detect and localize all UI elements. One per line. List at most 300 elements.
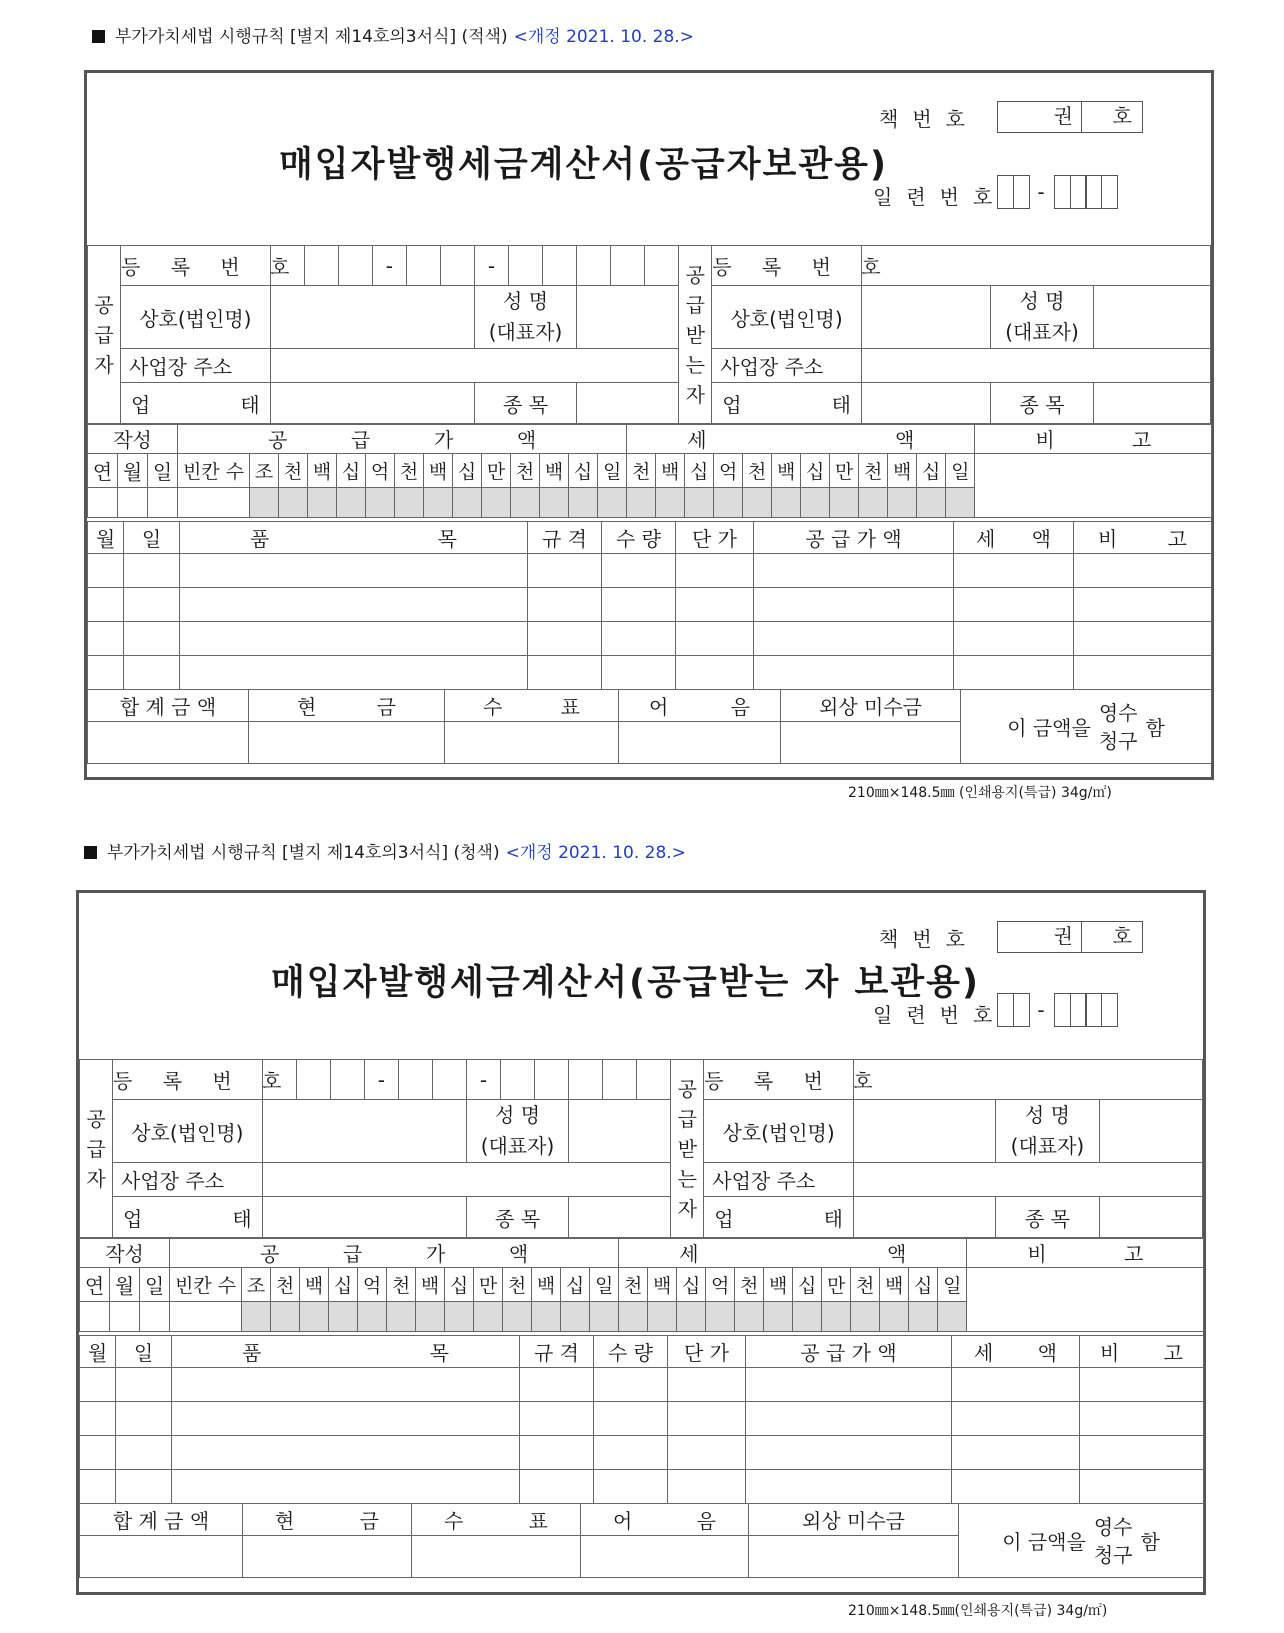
buyer-company-input[interactable] <box>853 1100 995 1163</box>
item-cell[interactable] <box>528 588 602 622</box>
serial-cell[interactable] <box>1101 175 1118 209</box>
item-cell[interactable] <box>88 588 124 622</box>
claim-option[interactable]: 청구 <box>1093 1542 1133 1567</box>
item-cell[interactable] <box>954 554 1074 588</box>
item-supply-amount-label: 공 급 가 액 <box>746 1336 952 1368</box>
digit-input[interactable] <box>590 1302 619 1332</box>
amounts-table <box>87 423 1212 518</box>
supplier-company-label: 상호(법인명) <box>113 1100 263 1163</box>
digit-input[interactable] <box>851 1302 880 1332</box>
item-cell[interactable] <box>952 1402 1080 1436</box>
item-cell[interactable] <box>594 1470 668 1504</box>
digit-input[interactable] <box>482 488 511 518</box>
digit-label: 백 <box>772 454 801 488</box>
reg-digit[interactable] <box>611 246 645 286</box>
item-cell[interactable] <box>1080 1470 1204 1504</box>
digit-label: 일 <box>938 1268 967 1302</box>
reg-digit[interactable] <box>535 1060 569 1100</box>
item-cell[interactable] <box>528 622 602 656</box>
item-cell[interactable] <box>80 1436 116 1470</box>
item-cell[interactable] <box>124 622 180 656</box>
remarks-input[interactable] <box>967 1268 1204 1332</box>
buyer-item-type-input[interactable] <box>1094 383 1211 425</box>
digit-label: 만 <box>830 454 859 488</box>
item-cell[interactable] <box>124 656 180 690</box>
item-cell[interactable] <box>954 656 1074 690</box>
month-label: 월 <box>110 1268 140 1302</box>
item-cell[interactable] <box>116 1470 172 1504</box>
buyer-address-input[interactable] <box>861 349 1210 383</box>
item-cell[interactable] <box>180 554 528 588</box>
buyer-company-input[interactable] <box>861 286 990 349</box>
digit-input[interactable] <box>801 488 830 518</box>
digit-input[interactable] <box>387 1302 416 1332</box>
book-no-cell[interactable]: 호 <box>1112 104 1132 128</box>
cash-input[interactable] <box>249 722 445 764</box>
digit-input[interactable] <box>329 1302 358 1332</box>
items-table <box>87 521 1212 690</box>
year-label: 연 <box>88 454 118 488</box>
parties-table <box>79 1059 1203 1239</box>
form-title: 매입자발행세금계산서(공급받는 자 보관용) <box>271 963 980 1003</box>
digit-label: 만 <box>482 454 511 488</box>
reg-digit[interactable] <box>603 1060 637 1100</box>
item-cell[interactable] <box>676 656 754 690</box>
remarks-header: 비 고 <box>967 1238 1204 1268</box>
supplier-vertical-label: 공급자 <box>80 1060 113 1239</box>
item-cell[interactable] <box>676 622 754 656</box>
digit-label: 억 <box>366 454 395 488</box>
digit-input[interactable] <box>793 1302 822 1332</box>
digit-label: 억 <box>706 1268 735 1302</box>
digit-label: 만 <box>822 1268 851 1302</box>
item-cell[interactable] <box>754 554 954 588</box>
reg-digit[interactable] <box>509 246 543 286</box>
check-input[interactable] <box>412 1536 581 1578</box>
item-cell[interactable] <box>80 1470 116 1504</box>
remarks-header: 비 고 <box>975 424 1212 454</box>
digit-input[interactable] <box>250 488 279 518</box>
item-cell[interactable] <box>172 1436 520 1470</box>
item-row <box>80 1368 1204 1402</box>
check-input[interactable] <box>445 722 619 764</box>
digit-input[interactable] <box>300 1302 329 1332</box>
buyer-item-type-label: 종 목 <box>996 1197 1099 1239</box>
item-cell[interactable] <box>754 622 954 656</box>
reg-dash: - <box>474 246 508 286</box>
digit-label: 천 <box>859 454 888 488</box>
digit-input[interactable] <box>735 1302 764 1332</box>
supplier-business-type-input[interactable] <box>270 383 474 425</box>
item-cell[interactable] <box>116 1436 172 1470</box>
item-supply-amount-label: 공 급 가 액 <box>754 522 954 554</box>
digit-label: 천 <box>387 1268 416 1302</box>
receipt-option[interactable]: 영수 <box>1093 1514 1133 1539</box>
item-cell[interactable] <box>520 1368 594 1402</box>
serial-number-label: 일련번호 <box>873 185 1007 209</box>
supplier-name-input[interactable] <box>569 1100 671 1163</box>
month-label: 월 <box>118 454 148 488</box>
form-title: 매입자발행세금계산서(공급자보관용) <box>279 145 888 185</box>
month-input[interactable] <box>118 488 148 518</box>
digit-label: 천 <box>743 454 772 488</box>
serial-cell[interactable] <box>1054 175 1071 209</box>
serial-cell[interactable] <box>1013 175 1030 209</box>
item-cell[interactable] <box>594 1436 668 1470</box>
digit-input[interactable] <box>540 488 569 518</box>
item-month-label: 월 <box>88 522 124 554</box>
digit-input[interactable] <box>561 1302 590 1332</box>
buyer-business-type-input[interactable] <box>861 383 990 425</box>
digit-label: 백 <box>888 454 917 488</box>
item-cell[interactable] <box>520 1436 594 1470</box>
digit-input[interactable] <box>909 1302 938 1332</box>
amount-is-text: 이 금액을 <box>1002 1530 1086 1554</box>
item-row <box>80 1436 1204 1470</box>
buyer-item-type-input[interactable] <box>1099 1197 1202 1239</box>
digit-input[interactable] <box>424 488 453 518</box>
book-volume-cell[interactable]: 권 <box>998 922 1082 952</box>
parties-table <box>87 245 1211 425</box>
blank-count-input[interactable] <box>170 1302 242 1332</box>
bill-input[interactable] <box>581 1536 749 1578</box>
cash-input[interactable] <box>243 1536 412 1578</box>
total-amount-input[interactable] <box>80 1536 243 1578</box>
digit-input[interactable] <box>395 488 424 518</box>
item-cell[interactable] <box>602 554 676 588</box>
bill-input[interactable] <box>619 722 781 764</box>
reg-digit[interactable] <box>637 1060 671 1100</box>
written-label: 작성 <box>80 1238 170 1268</box>
digit-input[interactable] <box>503 1302 532 1332</box>
supplier-reg-label: 등 록 번 호 <box>121 246 271 286</box>
day-input[interactable] <box>140 1302 170 1332</box>
serial-cell[interactable] <box>1070 993 1087 1027</box>
item-cell[interactable] <box>602 622 676 656</box>
item-tax-label: 세 액 <box>952 1336 1080 1368</box>
digit-label: 백 <box>764 1268 793 1302</box>
paper-spec-note: 210㎜×148.5㎜(인쇄용지(특급) 34g/㎡) <box>848 1603 1108 1619</box>
buyer-name-input[interactable] <box>1099 1100 1202 1163</box>
blank-count-input[interactable] <box>178 488 250 518</box>
digit-input[interactable] <box>598 488 627 518</box>
reg-digit[interactable] <box>645 246 679 286</box>
serial-cell[interactable] <box>997 175 1014 209</box>
item-remarks-label: 비 고 <box>1080 1336 1204 1368</box>
buyer-name-label: 성 명 (대표자) <box>990 286 1093 349</box>
amounts-table <box>79 1237 1204 1332</box>
buyer-business-type-label: 업 태 <box>712 383 862 425</box>
digit-input[interactable] <box>532 1302 561 1332</box>
digit-input[interactable] <box>627 488 656 518</box>
digit-input[interactable] <box>677 1302 706 1332</box>
item-cell[interactable] <box>594 1402 668 1436</box>
item-row <box>88 622 1212 656</box>
digit-label: 천 <box>271 1268 300 1302</box>
item-cell[interactable] <box>1080 1368 1204 1402</box>
item-cell[interactable] <box>594 1368 668 1402</box>
item-cell[interactable] <box>88 554 124 588</box>
reg-digit[interactable] <box>398 1060 432 1100</box>
revision-date: <개정 2021. 10. 28.> <box>505 843 686 863</box>
reg-digit[interactable] <box>296 1060 330 1100</box>
invoice-frame <box>76 890 1206 1595</box>
digit-input[interactable] <box>453 488 482 518</box>
digit-input[interactable] <box>308 488 337 518</box>
supplier-company-input[interactable] <box>262 1100 466 1163</box>
digit-label: 조 <box>250 454 279 488</box>
serial-cell[interactable] <box>1013 993 1030 1027</box>
buyer-vertical-label: 공급받는자 <box>671 1060 704 1239</box>
digit-input[interactable] <box>917 488 946 518</box>
item-cell[interactable] <box>1074 588 1212 622</box>
item-cell[interactable] <box>116 1368 172 1402</box>
item-cell[interactable] <box>116 1402 172 1436</box>
buyer-business-type-input[interactable] <box>853 1197 995 1239</box>
supplier-name-label: 성 명 (대표자) <box>474 286 576 349</box>
supplier-item-type-input[interactable] <box>577 383 679 425</box>
buyer-reg-input[interactable] <box>861 246 1210 286</box>
reg-digit[interactable] <box>440 246 474 286</box>
digit-input[interactable] <box>772 488 801 518</box>
book-volume-cell[interactable]: 권 <box>998 102 1082 132</box>
digit-label: 천 <box>395 454 424 488</box>
digit-label: 만 <box>474 1268 503 1302</box>
item-cell[interactable] <box>746 1368 952 1402</box>
item-cell[interactable] <box>520 1402 594 1436</box>
digit-label: 백 <box>532 1268 561 1302</box>
book-number-box[interactable] <box>997 101 1143 133</box>
caption-text: 부가가치세법 시행규칙 [별지 제14호의3서식] (청색) <box>107 843 500 863</box>
item-cell[interactable] <box>80 1402 116 1436</box>
item-cell[interactable] <box>80 1368 116 1402</box>
digit-label: 십 <box>445 1268 474 1302</box>
book-no-cell[interactable]: 호 <box>1112 924 1132 948</box>
item-cell[interactable] <box>746 1436 952 1470</box>
totals-table <box>79 1503 1204 1578</box>
tax-header: 세 액 <box>619 1238 967 1268</box>
digit-input[interactable] <box>706 1302 735 1332</box>
item-cell[interactable] <box>124 554 180 588</box>
item-cell[interactable] <box>602 656 676 690</box>
digit-input[interactable] <box>880 1302 909 1332</box>
digit-input[interactable] <box>743 488 772 518</box>
reg-digit[interactable] <box>543 246 577 286</box>
square-bullet-icon <box>92 30 105 43</box>
item-cell[interactable] <box>952 1368 1080 1402</box>
reg-digit[interactable] <box>577 246 611 286</box>
item-cell[interactable] <box>602 588 676 622</box>
digit-label: 백 <box>648 1268 677 1302</box>
item-cell[interactable] <box>180 656 528 690</box>
buyer-address-label: 사업장 주소 <box>712 349 862 383</box>
digit-input[interactable] <box>569 488 598 518</box>
digit-input[interactable] <box>366 488 395 518</box>
supplier-name-label: 성 명 (대표자) <box>466 1100 568 1163</box>
item-cell[interactable] <box>1080 1436 1204 1470</box>
year-input[interactable] <box>80 1302 110 1332</box>
digit-label: 십 <box>677 1268 706 1302</box>
digit-input[interactable] <box>714 488 743 518</box>
book-number-box[interactable] <box>997 921 1143 953</box>
reg-dash: - <box>372 246 406 286</box>
digit-label: 백 <box>416 1268 445 1302</box>
reg-digit[interactable] <box>338 246 372 286</box>
digit-input[interactable] <box>474 1302 503 1332</box>
item-cell[interactable] <box>954 622 1074 656</box>
item-cell[interactable] <box>180 622 528 656</box>
supplier-item-type-input[interactable] <box>569 1197 671 1239</box>
item-cell[interactable] <box>520 1470 594 1504</box>
claim-option[interactable]: 청구 <box>1098 728 1138 753</box>
ham-text: 함 <box>1140 1530 1160 1554</box>
item-cell[interactable] <box>88 656 124 690</box>
digit-input[interactable] <box>279 488 308 518</box>
digit-input[interactable] <box>416 1302 445 1332</box>
item-cell[interactable] <box>1074 622 1212 656</box>
bill-label: 어 음 <box>619 690 781 722</box>
day-input[interactable] <box>148 488 178 518</box>
digit-input[interactable] <box>830 488 859 518</box>
item-cell[interactable] <box>668 1402 746 1436</box>
digit-input[interactable] <box>511 488 540 518</box>
digit-input[interactable] <box>685 488 714 518</box>
digit-input[interactable] <box>648 1302 677 1332</box>
book-number-label: 책번호 <box>879 927 979 951</box>
item-cell[interactable] <box>172 1470 520 1504</box>
year-input[interactable] <box>88 488 118 518</box>
item-cell[interactable] <box>180 588 528 622</box>
supply-amount-header: 공 급 가 액 <box>178 424 627 454</box>
remarks-input[interactable] <box>975 454 1212 518</box>
digit-label: 십 <box>685 454 714 488</box>
serial-cell[interactable] <box>1101 993 1118 1027</box>
serial-number-box[interactable] <box>997 175 1116 209</box>
cash-label: 현 금 <box>243 1504 412 1536</box>
credit-input[interactable] <box>749 1536 959 1578</box>
item-cell[interactable] <box>172 1402 520 1436</box>
digit-input[interactable] <box>337 488 366 518</box>
digit-input[interactable] <box>859 488 888 518</box>
digit-label: 십 <box>909 1268 938 1302</box>
reg-digit[interactable] <box>569 1060 603 1100</box>
supplier-name-input[interactable] <box>577 286 679 349</box>
total-amount-input[interactable] <box>88 722 249 764</box>
item-cell[interactable] <box>1080 1402 1204 1436</box>
serial-cell[interactable] <box>1070 175 1087 209</box>
item-cell[interactable] <box>746 1402 952 1436</box>
reg-dash: - <box>466 1060 500 1100</box>
item-name-label: 품 목 <box>180 522 528 554</box>
digit-input[interactable] <box>822 1302 851 1332</box>
digit-label: 천 <box>627 454 656 488</box>
supplier-address-input[interactable] <box>262 1163 671 1197</box>
book-number-label: 책번호 <box>879 107 979 131</box>
digit-input[interactable] <box>946 488 975 518</box>
buyer-name-label: 성 명 (대표자) <box>996 1100 1099 1163</box>
item-cell[interactable] <box>676 588 754 622</box>
item-cell[interactable] <box>172 1368 520 1402</box>
digit-input[interactable] <box>358 1302 387 1332</box>
reg-digit[interactable] <box>304 246 338 286</box>
serial-number-box[interactable] <box>997 993 1116 1027</box>
digit-input[interactable] <box>656 488 685 518</box>
digit-label: 천 <box>851 1268 880 1302</box>
digit-label: 십 <box>801 454 830 488</box>
item-cell[interactable] <box>528 656 602 690</box>
reg-dash: - <box>364 1060 398 1100</box>
item-cell[interactable] <box>952 1470 1080 1504</box>
serial-cell[interactable] <box>1054 993 1071 1027</box>
check-label: 수 표 <box>445 690 619 722</box>
supplier-address-input[interactable] <box>270 349 679 383</box>
blank-count-label: 빈칸 수 <box>170 1268 242 1302</box>
item-day-label: 일 <box>116 1336 172 1368</box>
item-cell[interactable] <box>754 656 954 690</box>
buyer-reg-label: 등 록 번 호 <box>704 1060 854 1100</box>
digit-label: 천 <box>511 454 540 488</box>
digit-input[interactable] <box>938 1302 967 1332</box>
buyer-name-input[interactable] <box>1094 286 1211 349</box>
item-cell[interactable] <box>668 1368 746 1402</box>
blank-count-label: 빈칸 수 <box>178 454 250 488</box>
digit-input[interactable] <box>764 1302 793 1332</box>
revision-date: <개정 2021. 10. 28.> <box>513 27 694 47</box>
item-cell[interactable] <box>952 1436 1080 1470</box>
day-label: 일 <box>140 1268 170 1302</box>
supplier-business-type-input[interactable] <box>262 1197 466 1239</box>
item-cell[interactable] <box>528 554 602 588</box>
buyer-item-type-label: 종 목 <box>990 383 1093 425</box>
reg-digit[interactable] <box>432 1060 466 1100</box>
item-cell[interactable] <box>754 588 954 622</box>
credit-input[interactable] <box>781 722 961 764</box>
item-cell[interactable] <box>1074 656 1212 690</box>
month-input[interactable] <box>110 1302 140 1332</box>
item-cell[interactable] <box>668 1436 746 1470</box>
serial-cell[interactable] <box>997 993 1014 1027</box>
digit-input[interactable] <box>445 1302 474 1332</box>
item-row <box>88 554 1212 588</box>
item-cell[interactable] <box>1074 554 1212 588</box>
digit-input[interactable] <box>888 488 917 518</box>
quantity-label: 수 량 <box>594 1336 668 1368</box>
item-cell[interactable] <box>746 1470 952 1504</box>
digit-input[interactable] <box>271 1302 300 1332</box>
reg-digit[interactable] <box>501 1060 535 1100</box>
digit-input[interactable] <box>619 1302 648 1332</box>
digit-label: 일 <box>590 1268 619 1302</box>
buyer-address-input[interactable] <box>853 1163 1202 1197</box>
supplier-company-input[interactable] <box>270 286 474 349</box>
reg-digit[interactable] <box>330 1060 364 1100</box>
item-cell[interactable] <box>88 622 124 656</box>
digit-input[interactable] <box>242 1302 271 1332</box>
credit-label: 외상 미수금 <box>749 1504 959 1536</box>
check-label: 수 표 <box>412 1504 581 1536</box>
digit-label: 십 <box>453 454 482 488</box>
item-cell[interactable] <box>124 588 180 622</box>
serial-cell[interactable] <box>1085 175 1102 209</box>
reg-digit[interactable] <box>406 246 440 286</box>
item-cell[interactable] <box>668 1470 746 1504</box>
item-cell[interactable] <box>676 554 754 588</box>
item-row <box>88 656 1212 690</box>
buyer-reg-input[interactable] <box>853 1060 1202 1100</box>
serial-cell[interactable] <box>1085 993 1102 1027</box>
receipt-option[interactable]: 영수 <box>1098 700 1138 725</box>
item-cell[interactable] <box>954 588 1074 622</box>
